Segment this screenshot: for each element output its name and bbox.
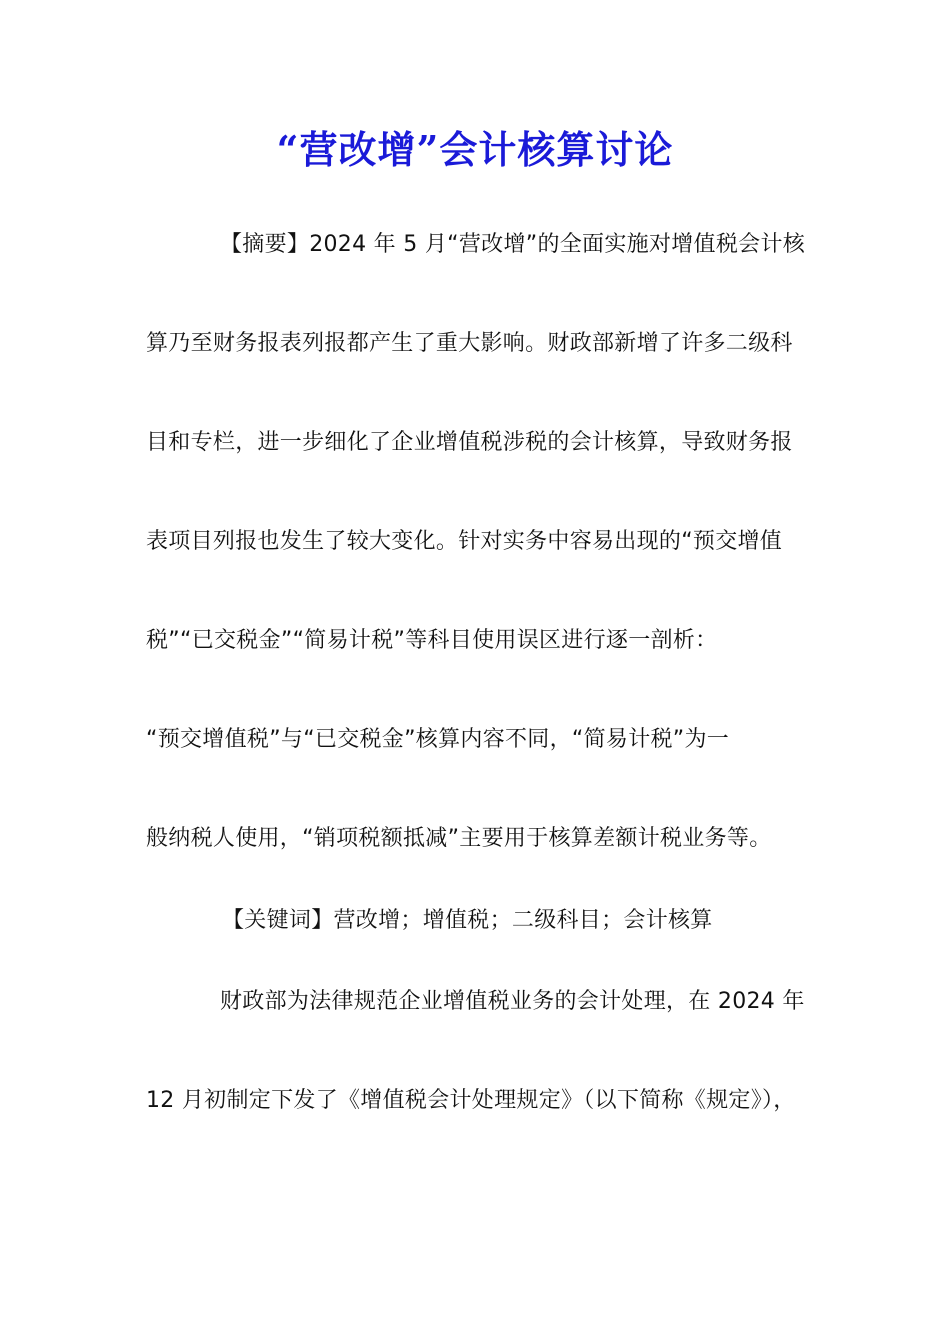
abstract-line-1: 【摘要】2024 年 5 月“营改增”的全面实施对增值税会计核 <box>220 232 806 257</box>
abstract-line-4: 表项目列报也发生了较大变化。针对实务中容易出现的“预交增值 <box>146 529 783 554</box>
body-line-1: 财政部为法律规范企业增值税业务的会计处理，在 2024 年 <box>220 989 805 1014</box>
abstract-line-6: “预交增值税”与“已交税金”核算内容不同，“简易计税”为一 <box>146 727 730 752</box>
abstract-line-5: 税”“已交税金”“简易计税”等科目使用误区进行逐一剖析： <box>146 628 718 653</box>
abstract-line-7: 般纳税人使用，“销项税额抵减”主要用于核算差额计税业务等。 <box>146 826 772 851</box>
body-line-2: 12 月初制定下发了《增值税会计处理规定》（以下简称《规定》）， <box>146 1088 796 1113</box>
keywords-line: 【关键词】营改增；增值税；二级科目；会计核算 <box>222 908 713 933</box>
document-title: “营改增”会计核算讨论 <box>276 127 674 172</box>
abstract-line-3: 目和专栏，进一步细化了企业增值税涉税的会计核算，导致财务报 <box>146 430 793 455</box>
abstract-line-2: 算乃至财务报表列报都产生了重大影响。财政部新增了许多二级科 <box>146 331 793 356</box>
